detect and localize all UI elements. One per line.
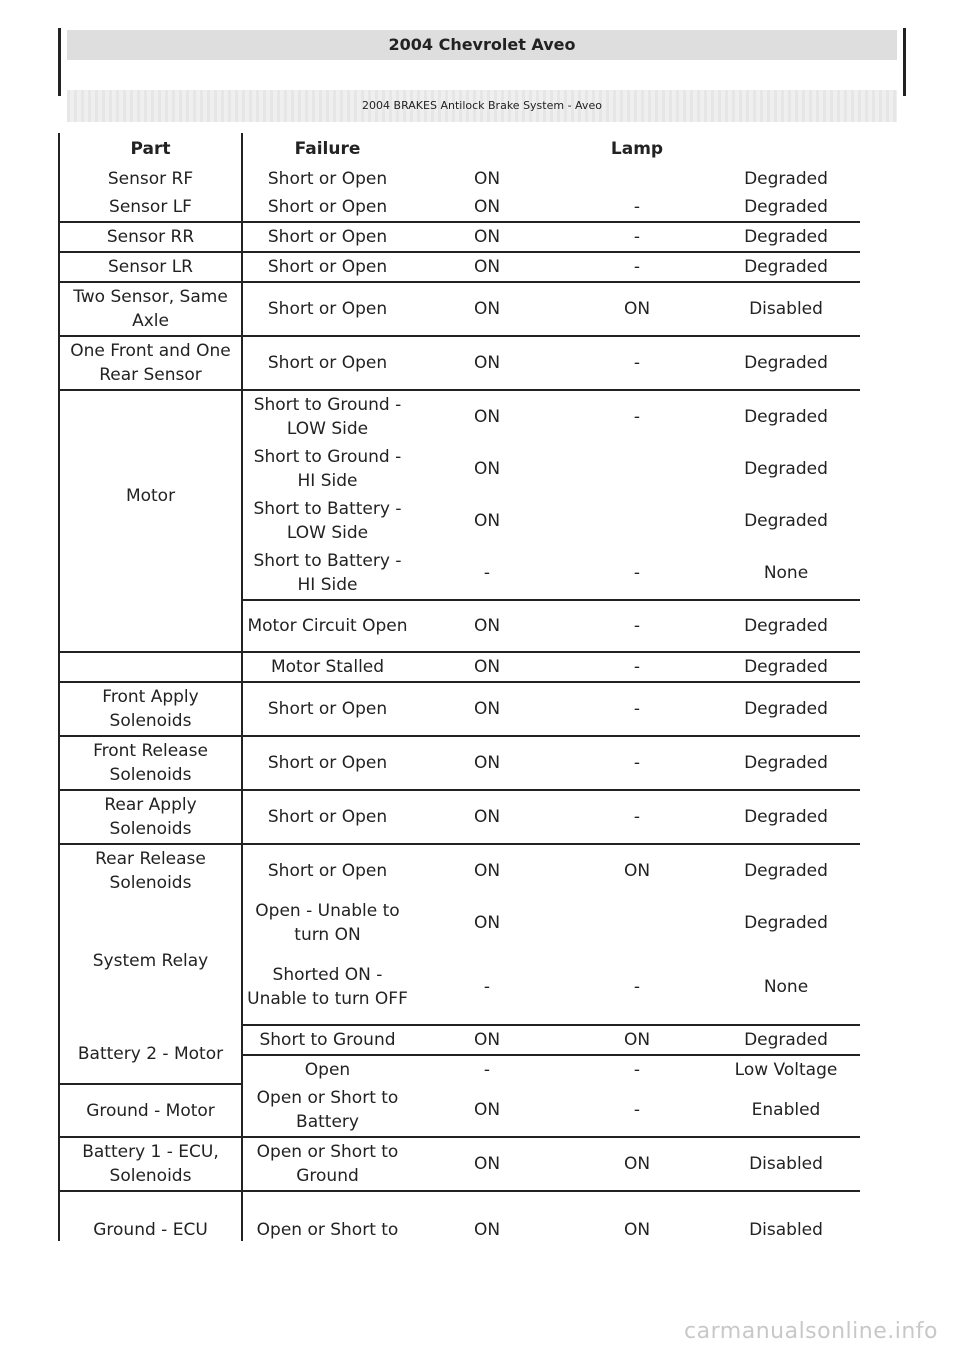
header-blank-2 [712, 133, 860, 165]
part-cell: Ground - Motor [59, 1084, 242, 1137]
mil-lamp-cell: ON [412, 652, 562, 682]
abs-lamp-cell: ON [623, 1219, 651, 1240]
document-banner [58, 28, 906, 112]
mode-cell: Degraded [712, 682, 860, 736]
mode-cell: None [712, 547, 860, 600]
failure-cell: Short or Open [242, 682, 412, 736]
mode-cell: Degraded [712, 600, 860, 652]
mil-lamp-cell: ON [473, 511, 501, 531]
failure-cell: Short or Open [242, 336, 412, 390]
table-row [59, 790, 860, 844]
abs-lamp-cell: - [633, 407, 641, 427]
table-row [59, 1084, 860, 1137]
abs-lamp-cell: - [562, 222, 712, 252]
abs-lamp-cell: - [562, 547, 712, 600]
mil-lamp-cell: - [483, 1060, 491, 1080]
table-row [59, 390, 860, 443]
table-row [59, 1191, 860, 1241]
mil-lamp-cell: ON [412, 252, 562, 282]
abs-lamp-cell: - [562, 193, 712, 222]
table-row [59, 600, 860, 652]
mode-cell: Degraded [712, 844, 860, 897]
part-cell: Battery 2 - Motor [59, 1025, 242, 1084]
mode-cell: Disabled [712, 282, 860, 336]
header-lamp: Lamp [610, 139, 664, 159]
mil-lamp-cell: - [412, 949, 562, 1025]
abs-lamp-cell: ON [562, 1025, 712, 1055]
part-cell: Sensor RR [59, 222, 242, 252]
mil-lamp-cell: ON [473, 459, 501, 479]
part-cell [59, 652, 242, 682]
mil-lamp-cell: ON [473, 861, 501, 881]
mil-lamp-cell: - [412, 547, 562, 600]
mode-cell: Degraded [712, 790, 860, 844]
mode-cell: Degraded [712, 736, 860, 790]
part-cell: Front Apply Solenoids [59, 682, 242, 736]
mode-cell: Low Voltage [712, 1055, 860, 1084]
document-subtitle: 2004 BRAKES Antilock Brake System - Aveo [67, 90, 897, 122]
abs-lamp-cell: - [562, 949, 712, 1025]
failure-cell: Open - Unable to turn ON [255, 901, 400, 945]
failure-cell: Open [304, 1060, 351, 1080]
mode-cell: Degraded [712, 252, 860, 282]
failure-cell: Short or Open [242, 193, 412, 222]
failure-cell: Motor Stalled [242, 652, 412, 682]
table-row [59, 652, 860, 682]
failure-cell: Short or Open [267, 169, 388, 189]
table-row [59, 682, 860, 736]
mil-lamp-cell: ON [412, 336, 562, 390]
abs-lamp-cell: ON [562, 282, 712, 336]
document-title: 2004 Chevrolet Aveo [67, 30, 897, 60]
mode-cell: Degraded [712, 222, 860, 252]
mil-lamp-cell: ON [412, 736, 562, 790]
mil-lamp-cell: ON [412, 1025, 562, 1055]
failure-cell: Short or Open [242, 736, 412, 790]
part-cell: Rear Release Solenoids [59, 844, 242, 897]
mil-lamp-cell: ON [412, 1084, 562, 1137]
table-row [59, 844, 860, 897]
table-row [59, 736, 860, 790]
mil-lamp-cell: ON [412, 600, 562, 652]
table-row [59, 897, 860, 949]
mode-cell: Degraded [712, 193, 860, 222]
abs-lamp-cell: - [562, 1084, 712, 1137]
mode-cell: Degraded [712, 336, 860, 390]
mil-lamp-cell: ON [412, 222, 562, 252]
mode-cell: Degraded [712, 390, 860, 443]
abs-lamp-cell: - [562, 790, 712, 844]
mode-cell: Degraded [712, 443, 860, 495]
abs-lamp-cell: - [562, 252, 712, 282]
failure-cell: Open or Short to [256, 1219, 399, 1240]
mode-cell: None [712, 949, 860, 1025]
failure-cell: Short to Ground - HI Side [253, 447, 402, 491]
part-cell: Ground - ECU [59, 1191, 242, 1241]
table-row [59, 222, 860, 252]
mil-lamp-cell: ON [473, 169, 501, 189]
abs-lamp-cell: - [633, 1060, 641, 1080]
table-row [59, 252, 860, 282]
mil-lamp-cell: ON [412, 682, 562, 736]
failure-cell: Open or Short to Battery [242, 1084, 412, 1137]
failure-cell: Short to Ground [242, 1025, 412, 1055]
part-cell: System Relay [59, 897, 242, 1025]
part-cell: Sensor LR [59, 252, 242, 282]
failure-cell: Shorted ON - Unable to turn OFF [242, 949, 412, 1025]
mil-lamp-cell: ON [412, 193, 562, 222]
mode-cell: Degraded [712, 495, 860, 547]
part-cell: Battery 1 - ECU, Solenoids [59, 1137, 242, 1191]
abs-lamp-cell: - [562, 682, 712, 736]
mil-lamp-cell: ON [473, 407, 501, 427]
table-row [59, 336, 860, 390]
abs-lamp-cell [562, 165, 712, 193]
table-row [59, 193, 860, 222]
abs-lamp-cell: ON [562, 1137, 712, 1191]
header-failure: Failure [294, 139, 361, 159]
mil-lamp-cell: ON [473, 913, 501, 933]
part-cell: Front Release Solenoids [59, 736, 242, 790]
part-cell: One Front and One Rear Sensor [59, 336, 242, 390]
failure-cell: Short or Open [242, 282, 412, 336]
abs-lamp-cell: - [562, 336, 712, 390]
mode-cell: Degraded [712, 652, 860, 682]
mode-cell: Disabled [712, 1137, 860, 1191]
abs-lamp-cell: - [562, 652, 712, 682]
table-row [59, 1137, 860, 1191]
part-cell: Two Sensor, Same Axle [59, 282, 242, 336]
mode-cell: Disabled [712, 1191, 860, 1241]
failure-cell: Short to Battery - HI Side [242, 547, 412, 600]
failure-cell: Short or Open [267, 861, 388, 881]
part-cell: Motor [59, 390, 242, 600]
abs-lamp-cell [562, 443, 712, 495]
abs-lamp-cell [562, 495, 712, 547]
failure-cell: Short to Ground - LOW Side [253, 395, 402, 439]
mil-lamp-cell: ON [473, 1219, 501, 1240]
table-row [59, 1025, 860, 1055]
failure-cell: Motor Circuit Open [242, 600, 412, 652]
part-cell [59, 600, 242, 652]
header-blank-1 [412, 133, 562, 165]
failure-cell: Short or Open [242, 252, 412, 282]
abs-lamp-cell: - [562, 736, 712, 790]
part-cell: Sensor RF [59, 165, 242, 193]
abs-lamp-cell [562, 897, 712, 949]
part-cell: Sensor LF [59, 193, 242, 222]
failure-cell: Short or Open [242, 222, 412, 252]
mode-cell: Degraded [712, 1025, 860, 1055]
failure-table-container [58, 133, 860, 1241]
table-row [59, 282, 860, 336]
mode-cell: Degraded [712, 165, 860, 193]
mode-cell: Degraded [712, 897, 860, 949]
failure-cell: Short or Open [242, 790, 412, 844]
failure-table [58, 133, 860, 1241]
mil-lamp-cell: ON [412, 1137, 562, 1191]
failure-cell: Open or Short to Ground [242, 1137, 412, 1191]
abs-lamp-cell: - [562, 600, 712, 652]
part-cell: Rear Apply Solenoids [59, 790, 242, 844]
mil-lamp-cell: ON [412, 790, 562, 844]
mode-cell: Enabled [712, 1084, 860, 1137]
failure-cell: Short to Battery - LOW Side [253, 499, 402, 543]
watermark-text: carmanualsonline.info [684, 1319, 938, 1344]
table-row [59, 165, 860, 193]
header-part: Part [59, 133, 242, 165]
mil-lamp-cell: ON [412, 282, 562, 336]
abs-lamp-cell: ON [623, 861, 651, 881]
